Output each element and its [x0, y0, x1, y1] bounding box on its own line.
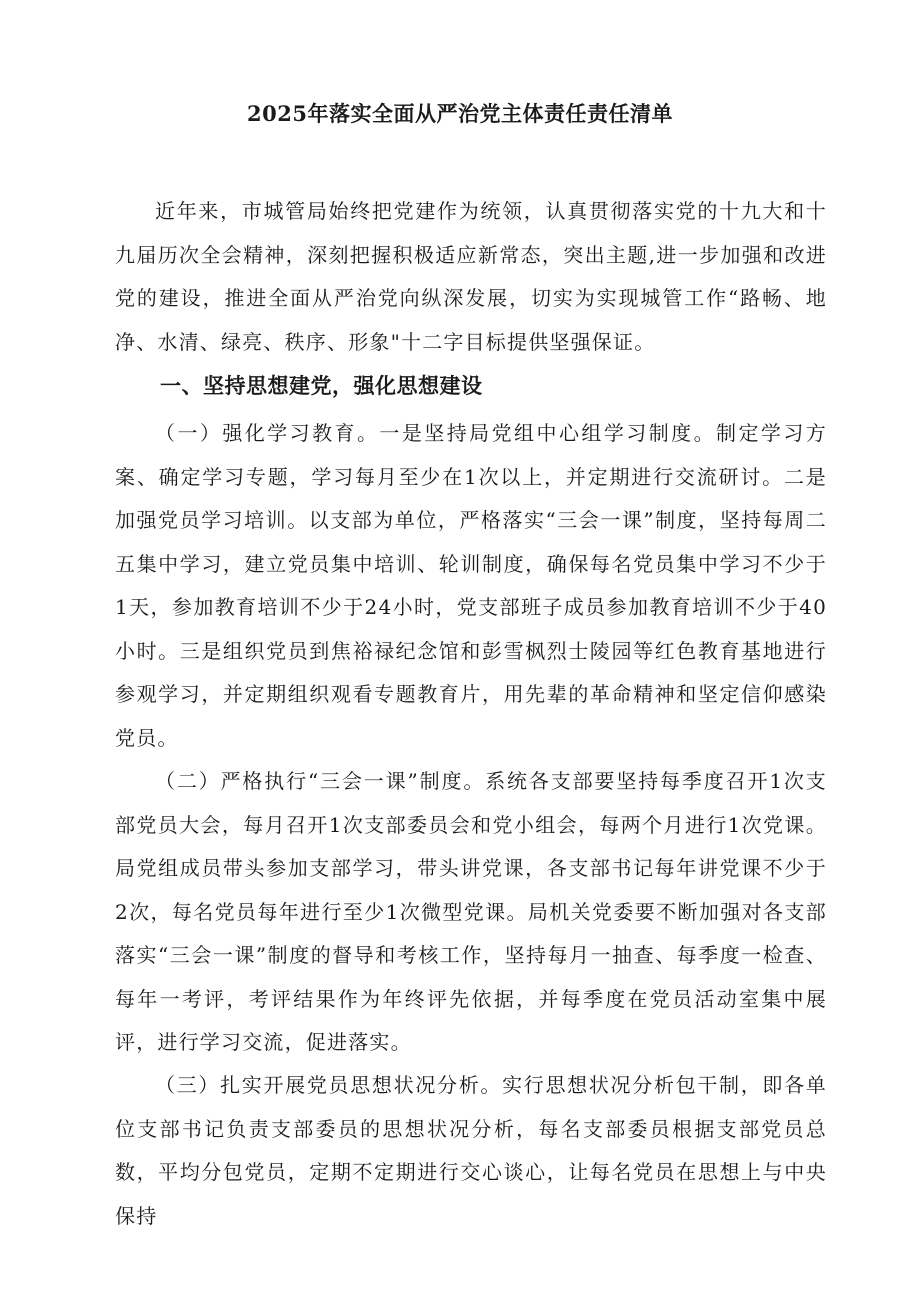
item-1-paragraph: （一）强化学习教育。一是坚持局党组中心组学习制度。制定学习方案、确定学习专题，学习每月至少在1次以上，并定期进行交流研讨。二是加强党员学习培训。以支部为单位，严格落实“三会一课”制度，坚持每周二五集中学习，建立党员集中培训、轮训制度，确保每名党员集中学习不少于1天，参加教育培训不少于24小时，党支部班子成员参加教育培训不少于40小时。三是组织党员到焦裕禄纪念馆和彭雪枫烈士陵园等红色教育基地进行参观学习，并定期组织观看专题教育片，用先辈的革命精神和坚定信仰感染党员。 — [115, 421, 827, 750]
intro-paragraph: 近年来，市城管局始终把党建作为统领，认真贯彻落实党的十九大和十九届历次全会精神，深刻把握积极适应新常态，突出主题,进一步加强和改进党的建设，推进全面从严治党向纵深发展，切实为实现城管工作“路畅、地净、水清、绿亮、秩序、形象"十二字目标提供坚强保证。 — [115, 199, 827, 354]
document-title: 2025年落实全面从严治党主体责任责任清单 — [247, 101, 673, 126]
item-2-paragraph: （二）严格执行“三会一课”制度。系统各支部要坚持每季度召开1次支部党员大会，每月召开1次支部委员会和党小组会，每两个月进行1次党课。局党组成员带头参加支部学习，带头讲党课，各支部书记每年讲党课不少于2次，每名党员每年进行至少1次微型党课。局机关党委要不断加强对各支部落实“三会一课”制度的督导和考核工作，坚持每月一抽查、每季度一检查、每年一考评，考评结果作为年终评先依据，并每季度在党员活动室集中展评，进行学习交流，促进落实。 — [115, 769, 827, 1054]
section-heading: 一、坚持思想建党，强化思想建设 — [160, 374, 483, 398]
item-3-paragraph: （三）扎实开展党员思想状况分析。实行思想状况分析包干制，即各单位支部书记负责支部委员的思想状况分析，每名支部委员根据支部党员总数，平均分包党员，定期不定期进行交心谈心，让每名党员在思想上与中央保持 — [115, 1073, 827, 1228]
